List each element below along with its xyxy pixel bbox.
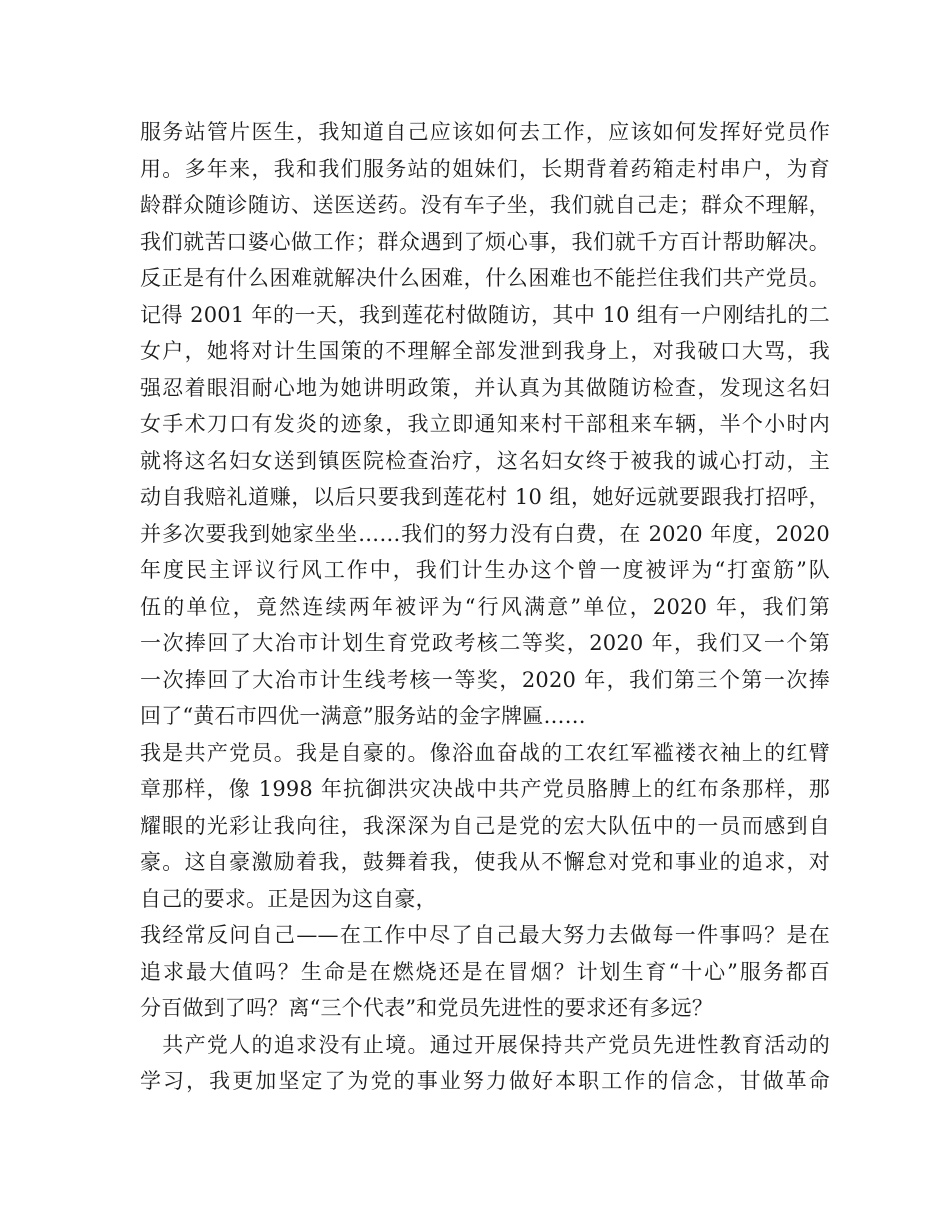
- text-line: 追求最大值吗？生命是在燃烧还是在冒烟？计划生育“十心”服务都百: [140, 959, 830, 984]
- text-line: 章那样，像 1998 年抗御洪灾决战中共产党员胳膊上的红布条那样，那: [140, 777, 830, 801]
- text-line: 分百做到了吗？离“三个代表”和党员先进性的要求还有多远？: [140, 996, 714, 1020]
- text-line: 服务站管片医生，我知道自己应该如何去工作，应该如何发挥好党员作: [140, 120, 830, 144]
- text-line: 我是共产党员。我是自豪的。像浴血奋战的工农红军褴褛衣袖上的红臂: [140, 740, 830, 765]
- text-line: 并多次要我到她家坐坐……我们的努力没有白费，在 2020 年度，2020: [140, 521, 830, 546]
- text-line: 女手术刀口有发炎的迹象，我立即通知来村干部租来车辆，半个小时内: [140, 412, 830, 436]
- text-line: 共产党人的追求没有止境。通过开展保持共产党员先进性教育活动的: [140, 1032, 830, 1057]
- text-line: 耀眼的光彩让我向往，我深深为自己是党的宏大队伍中的一员而感到自: [140, 813, 830, 838]
- text-line: 一次捧回了大冶市计生线考核一等奖，2020 年，我们第三个第一次捧: [140, 667, 830, 692]
- text-line: 动自我赔礼道赚，以后只要我到莲花村 10 组，她好远就要跟我打招呼，: [140, 485, 830, 509]
- text-line: 记得 2001 年的一天，我到莲花村做随访，其中 10 组有一户刚结扎的二: [140, 302, 830, 327]
- text-line: 一次捧回了大冶市计划生育党政考核二等奖，2020 年，我们又一个第: [140, 631, 830, 655]
- text-line: 学习，我更加坚定了为党的事业努力做好本职工作的信念，甘做革命: [140, 1069, 830, 1093]
- text-line: 年度民主评议行风工作中，我们计生办这个曾一度被评为“打蛮筋”队: [140, 558, 830, 582]
- text-line: 伍的单位，竟然连续两年被评为“行风满意”单位，2020 年，我们第: [140, 594, 830, 619]
- text-line: 女户，她将对计生国策的不理解全部发泄到我身上，对我破口大骂，我: [140, 339, 830, 363]
- text-line: 反正是有什么困难就解决什么困难，什么困难也不能拦住我们共产党员。: [140, 266, 830, 290]
- text-line: 自己的要求。正是因为这自豪，: [140, 886, 437, 911]
- text-line: 用。多年来，我和我们服务站的姐妹们，长期背着药箱走村串户，为育: [140, 156, 830, 181]
- text-line: 就将这名妇女送到镇医院检查治疗，这名妇女终于被我的诚心打动，主: [140, 448, 830, 473]
- text-line: 我们就苦口婆心做工作；群众遇到了烦心事，我们就千方百计帮助解决。: [140, 229, 830, 254]
- text-line: 龄群众随诊随访、送医送药。没有车子坐，我们就自己走；群众不理解，: [140, 193, 830, 217]
- body-text: [140, 114, 830, 1100]
- text-line: 强忍着眼泪耐心地为她讲明政策，并认真为其做随访检查，发现这名妇: [140, 375, 830, 400]
- text-line: 我经常反问自己——在工作中尽了自己最大努力去做每一件事吗？是在: [140, 923, 830, 947]
- text-line: 豪。这自豪激励着我，鼓舞着我，使我从不懈怠对党和事业的追求，对: [140, 850, 830, 874]
- text-line: 回了“黄石市四优一满意”服务站的金字牌匾……: [140, 704, 586, 728]
